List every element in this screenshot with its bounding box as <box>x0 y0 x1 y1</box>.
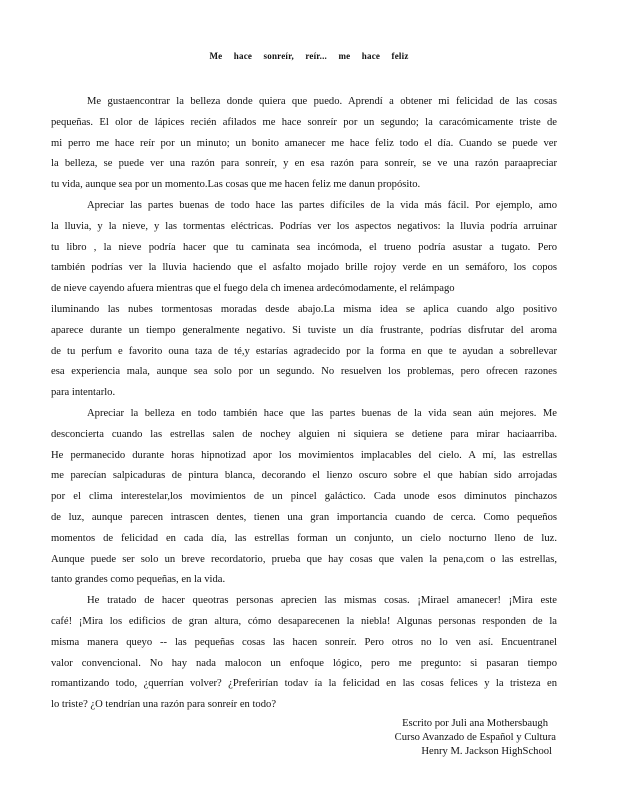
text-line: desconcierta cuando las estrellas salen de nochey alguien ni siquiera se detiene para mirar haciaarriba. <box>51 428 557 440</box>
text-line: esa experiencia mala, aunque sea solo por un segundo. No resuelven los problemas, pero ofrecen razones <box>51 366 557 378</box>
text-line: mi perro me hace reír por un minuto; un bonito amanecer me hace feliz todo el día. Cuando se puede ver <box>51 137 557 149</box>
text-line: me parecían salpicaduras de pintura blanca, decorando el lienzo oscuro sobre el que habían sido arrojadas <box>51 470 557 482</box>
text-line: He tratado de hacer queotras personas aprecien las mismas cosas. ¡Mirael amanecer! ¡Mira este <box>87 595 557 607</box>
text-line: para intentarlo. <box>51 387 116 399</box>
paragraph <box>51 92 557 196</box>
text-line: de luz, aunque parecen intrascen dentes, tienen una gran importancia cuando de cerca. Como pequeños <box>51 511 557 523</box>
text-line: tanto grandes como pequeñas, en la vida. <box>51 574 226 586</box>
text-line: Me gustaencontrar la belleza donde quiera que puedo. Aprendí a obtener mi felicidad de las cosas <box>87 96 557 107</box>
text-line: la lluvia, y la nieve, y las tormentas eléctricas. Podrías ver los aspectos negativos: la lluvia podría arruinar <box>51 220 557 232</box>
document-body <box>51 92 557 716</box>
text-line: tu libro , la nieve podría hacer que tu caminata sea incómoda, el trueno podría asustar a tugato. Pero <box>51 241 557 253</box>
paragraph <box>51 196 557 404</box>
text-line: de nieve cayendo afuera mientras que el fuego dela ch imenea ardecómodamente, el relámpago <box>51 283 455 295</box>
text-line: He permanecido durante horas hipnotizad apor los movimientos implacables del cielo. A mí, las estrellas <box>51 449 557 461</box>
text-line: Apreciar las partes buenas de todo hace las partes difíciles de la vida más fácil. Por ejemplo, amo <box>87 199 557 211</box>
text-line: también podrías ver la lluvia haciendo que el asfalto mojado brille rojoy verde en un semáforo, los copos <box>51 262 557 274</box>
text-line: Aunque puede ser solo un breve recordatorio, prueba que hay cosas que valen la pena,com o las estrellas, <box>51 553 557 565</box>
text-line: Apreciar la belleza en todo también hace que las partes buenas de la vida sean aún mejores. Me <box>87 407 557 419</box>
signature-block <box>316 717 556 759</box>
text-line: romantizando todo, ¿querrían volver? ¿Preferirían todav ía la felicidad en las cosas felices y la tristeza en <box>51 678 557 690</box>
text-line: por el clima interestelar,los movimientos de un pincel galáctico. Cada unode esos diminutos pinchazos <box>51 491 557 503</box>
paragraph <box>51 591 557 716</box>
text-line: iluminando las nubes tormentosas moradas desde abajo.La misma idea se aplica cuando algo positivo <box>51 303 557 315</box>
signature-school: Henry M. Jackson HighSchool <box>421 746 552 757</box>
document-title: Me hace sonreír, reír... me hace feliz <box>209 51 409 61</box>
text-line: lo triste? ¿O tendrían una razón para sonreír en todo? <box>51 699 277 711</box>
signature-course: Curso Avanzado de Español y Cultura <box>394 732 556 743</box>
text-line: de tu perfum e favorito ouna taza de té,y estarías agradecido por la forma en que te ayudan a sobrellevar <box>51 345 557 357</box>
text-line: momentos de felicidad en cada día, las estrellas forman un conjunto, un cielo nocturno lleno de luz. <box>51 532 557 544</box>
text-line: café! ¡Mira los edificios de gran altura, cómo desaparecenen la niebla! Algunas personas responden de la <box>51 615 557 627</box>
paragraph <box>51 404 557 591</box>
signature-author: Escrito por Juli ana Mothersbaugh <box>402 718 548 729</box>
text-line: misma manera queyo -- las pequeñas cosas las hacen sonreír. Pero otros no lo ven así. Encuentranel <box>51 636 557 648</box>
text-line: la belleza, se puede ver una razón para sonreír, y en esa razón para sonreír, se ve una razón paraapreciar <box>51 158 557 170</box>
text-line: pequeñas. El olor de lápices recién afilados me hace sonreír por un segundo; la caracómicamente triste de <box>51 116 557 128</box>
text-line: aparece durante un tiempo generalmente negativo. Si tuviste un día frustrante, podrías disfrutar del aroma <box>51 324 557 336</box>
text-line: valor convencional. No hay nada malocon un enfoque lógico, pero me pregunto: si pasaran tiempo <box>51 657 557 669</box>
text-line: tu vida, aunque sea por un momento.Las cosas que me hacen feliz me danun propósito. <box>51 179 421 191</box>
